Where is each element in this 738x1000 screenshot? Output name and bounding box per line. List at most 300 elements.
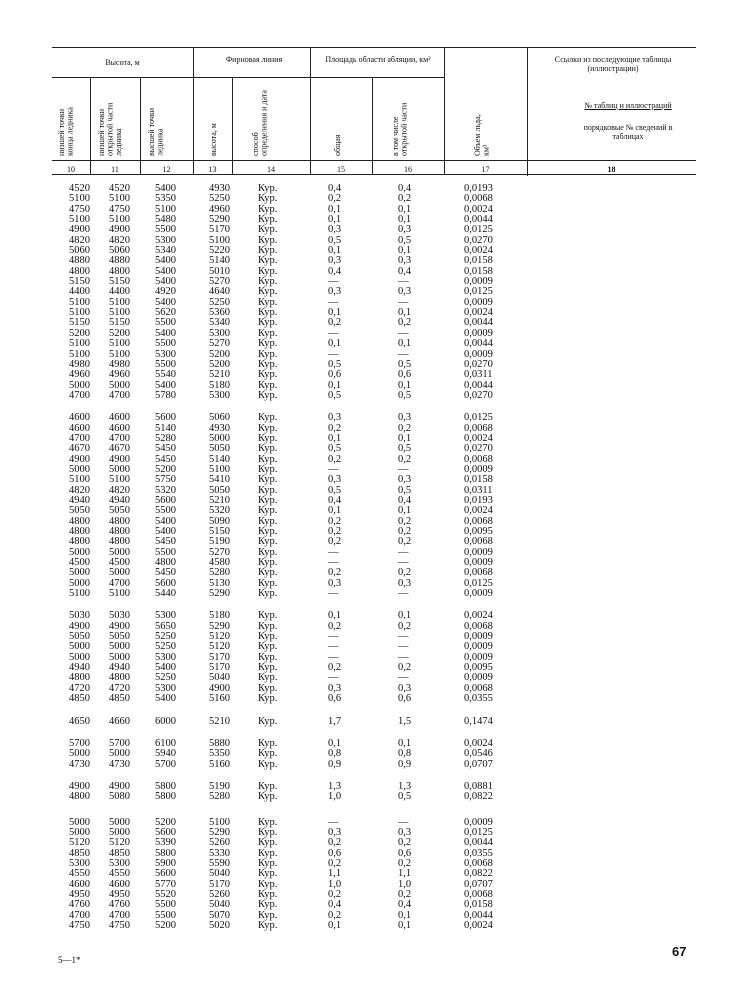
cell-area-total: 0,2 (328, 662, 342, 674)
cell-end-low: 5700 (69, 737, 90, 749)
cell-area-total: 1,7 (328, 715, 342, 727)
cell-ice-volume: 0,0158 (464, 899, 493, 911)
cell-ice-volume: 0,0009 (464, 463, 493, 475)
cell-end-low: 4960 (69, 369, 90, 381)
cell-method: Кур. (258, 588, 278, 600)
cell-open-low: 4700 (109, 577, 130, 589)
cell-ice-volume: 0,0355 (464, 693, 493, 705)
cell-high: 5540 (155, 369, 176, 381)
cell-end-low: 4500 (69, 557, 90, 569)
cell-end-low: 4900 (69, 453, 90, 465)
cell-open-low: 5300 (109, 857, 130, 869)
cell-open-low: 4720 (109, 682, 130, 694)
cell-area-total: 0,8 (328, 748, 342, 760)
cell-method: Кур. (258, 296, 278, 308)
col-divider (310, 47, 311, 174)
cell-open-low: 5060 (109, 245, 130, 257)
cell-end-low: 4900 (69, 224, 90, 236)
cell-high: 5450 (155, 536, 176, 548)
cell-area-total: 0,1 (328, 203, 342, 215)
cell-open-low: 5100 (109, 193, 130, 205)
cell-firn-height: 4640 (209, 286, 230, 298)
cell-method: Кур. (258, 546, 278, 558)
cell-firn-height: 4960 (209, 203, 230, 215)
cell-end-low: 4400 (69, 286, 90, 298)
cell-high: 5600 (155, 826, 176, 838)
cell-area-total: 0,2 (328, 857, 342, 869)
cell-firn-height: 5090 (209, 515, 230, 527)
cell-end-low: 5000 (69, 379, 90, 391)
cell-method: Кур. (258, 837, 278, 849)
cell-area-total: 0,5 (328, 443, 342, 455)
cell-ice-volume: 0,1474 (464, 715, 493, 727)
cell-open-low: 4900 (109, 453, 130, 465)
cell-ice-volume: 0,0024 (464, 920, 493, 931)
colnum: 11 (111, 165, 119, 174)
cell-ice-volume: 0,0881 (464, 780, 493, 792)
cell-area-open: 0,2 (398, 662, 412, 674)
cell-end-low: 4750 (69, 920, 90, 931)
cell-end-low: 5000 (69, 826, 90, 838)
cell-area-open: 0,3 (398, 474, 412, 486)
colnum: 12 (162, 165, 171, 174)
col-divider (140, 77, 141, 174)
cell-ice-volume: 0,0068 (464, 682, 493, 694)
cell-area-total: 0,6 (328, 847, 342, 859)
cell-high: 5400 (155, 327, 176, 339)
cell-firn-height: 5290 (209, 588, 230, 600)
cell-open-low: 4750 (109, 920, 130, 931)
cell-method: Кур. (258, 379, 278, 391)
cell-firn-height: 5340 (209, 317, 230, 329)
cell-method: Кур. (258, 641, 278, 653)
cell-open-low: 4940 (109, 662, 130, 674)
cell-area-open: — (398, 463, 409, 475)
cell-open-low: 4900 (109, 224, 130, 236)
cell-area-open: 0,5 (398, 443, 412, 455)
cell-area-total: — (328, 651, 339, 663)
colnum: 16 (404, 165, 412, 174)
cell-firn-height: 5300 (209, 389, 230, 401)
cell-open-low: 5100 (109, 214, 130, 226)
cell-method: Кур. (258, 920, 278, 931)
cell-area-open: 1,5 (398, 715, 412, 727)
cell-ice-volume: 0,0024 (464, 505, 493, 517)
cell-firn-height: 5180 (209, 379, 230, 391)
cell-ice-volume: 0,0009 (464, 276, 493, 288)
cell-area-open: 0,2 (398, 453, 412, 465)
cell-area-total: 1,0 (328, 791, 342, 803)
cell-high: 5780 (155, 389, 176, 401)
cell-firn-height: 5190 (209, 536, 230, 548)
cell-area-open: — (398, 327, 409, 339)
cell-end-low: 5100 (69, 214, 90, 226)
cell-ice-volume: 0,0044 (464, 338, 493, 350)
cell-firn-height: 5010 (209, 265, 230, 277)
cell-area-total: 0,2 (328, 888, 342, 900)
cell-firn-height: 5260 (209, 888, 230, 900)
cell-open-low: 4700 (109, 389, 130, 401)
col-divider (193, 47, 194, 174)
cell-area-total: 0,3 (328, 224, 342, 236)
cell-area-open: 0,3 (398, 826, 412, 838)
cell-ice-volume: 0,0193 (464, 494, 493, 506)
cell-high: 5250 (155, 641, 176, 653)
cell-method: Кур. (258, 577, 278, 589)
cell-open-low: 5000 (109, 826, 130, 838)
cell-firn-height: 5070 (209, 909, 230, 921)
cell-method: Кур. (258, 857, 278, 869)
cell-high: 6000 (155, 715, 176, 727)
cell-method: Кур. (258, 567, 278, 579)
cell-high: 5400 (155, 276, 176, 288)
cell-method: Кур. (258, 693, 278, 705)
cell-end-low: 4700 (69, 909, 90, 921)
table-bottom-divider (527, 174, 528, 176)
cell-area-open: 0,5 (398, 358, 412, 370)
cell-method: Кур. (258, 816, 278, 828)
cell-high: 5600 (155, 494, 176, 506)
cell-ice-volume: 0,0707 (464, 878, 493, 890)
cell-open-low: 4700 (109, 432, 130, 444)
cell-firn-height: 5040 (209, 868, 230, 880)
cell-method: Кур. (258, 620, 278, 632)
cell-area-open: 0,2 (398, 857, 412, 869)
cell-high: 5500 (155, 909, 176, 921)
cell-high: 5400 (155, 515, 176, 527)
cell-method: Кур. (258, 286, 278, 298)
cell-end-low: 5300 (69, 857, 90, 869)
cell-high: 5100 (155, 203, 176, 215)
cell-end-low: 4800 (69, 791, 90, 803)
cell-area-total: 0,5 (328, 358, 342, 370)
cell-high: 5300 (155, 651, 176, 663)
cell-end-low: 5060 (69, 245, 90, 257)
cell-method: Кур. (258, 780, 278, 792)
cell-ice-volume: 0,0270 (464, 234, 493, 246)
row-group (0, 717, 738, 727)
cell-end-low: 5100 (69, 338, 90, 350)
cell-ice-volume: 0,0095 (464, 526, 493, 537)
cell-open-low: 4880 (109, 255, 130, 267)
row-group (0, 739, 738, 770)
cell-firn-height: 5100 (209, 816, 230, 828)
cell-end-low: 5050 (69, 505, 90, 517)
cell-area-open: 0,5 (398, 389, 412, 401)
cell-firn-height: 5120 (209, 641, 230, 653)
cell-end-low: 4550 (69, 868, 90, 880)
cell-high: 5770 (155, 878, 176, 890)
cell-end-low: 5000 (69, 816, 90, 828)
cell-end-low: 4750 (69, 203, 90, 215)
cell-area-total: 0,1 (328, 737, 342, 749)
cell-firn-height: 4900 (209, 682, 230, 694)
cell-area-open: 0,5 (398, 484, 412, 496)
cell-open-low: 4660 (109, 715, 130, 727)
cell-open-low: 4400 (109, 286, 130, 298)
cell-ice-volume: 0,0068 (464, 515, 493, 527)
cell-method: Кур. (258, 224, 278, 236)
cell-open-low: 5030 (109, 610, 130, 622)
cell-area-total: 0,6 (328, 369, 342, 381)
cell-firn-height: 5270 (209, 546, 230, 558)
cell-firn-height: 5170 (209, 878, 230, 890)
cell-ice-volume: 0,0270 (464, 443, 493, 455)
cell-method: Кур. (258, 453, 278, 465)
cell-ice-volume: 0,0024 (464, 737, 493, 749)
cell-firn-height: 5050 (209, 484, 230, 496)
cell-open-low: 4980 (109, 358, 130, 370)
cell-high: 5300 (155, 234, 176, 246)
cell-end-low: 4950 (69, 888, 90, 900)
cell-method: Кур. (258, 432, 278, 444)
cell-area-total: 0,2 (328, 909, 342, 921)
cell-ice-volume: 0,0024 (464, 307, 493, 319)
cell-area-open: 0,4 (398, 494, 412, 506)
cell-ice-volume: 0,0095 (464, 662, 493, 674)
header-col12: высшей точки ледника (147, 107, 165, 156)
cell-method: Кур. (258, 183, 278, 194)
header-col17: Объем льда, км³ (473, 114, 491, 156)
cell-ice-volume: 0,0024 (464, 432, 493, 444)
cell-high: 5200 (155, 463, 176, 475)
table-row (0, 749, 738, 759)
cell-area-open: 0,1 (398, 245, 412, 257)
cell-area-open: 0,5 (398, 234, 412, 246)
cell-method: Кур. (258, 557, 278, 569)
cell-method: Кур. (258, 307, 278, 319)
cell-firn-height: 5350 (209, 748, 230, 760)
table-row (0, 760, 738, 770)
cell-method: Кур. (258, 651, 278, 663)
cell-firn-height: 5160 (209, 758, 230, 770)
cell-open-low: 4800 (109, 265, 130, 277)
cell-area-total: 0,9 (328, 758, 342, 770)
cell-open-low: 5200 (109, 327, 130, 339)
cell-open-low: 4520 (109, 183, 130, 194)
cell-area-total: 0,2 (328, 193, 342, 205)
cell-area-open: 0,4 (398, 183, 412, 194)
cell-firn-height: 4580 (209, 557, 230, 569)
header-firn-group: Фирновая линия (225, 55, 283, 64)
cell-area-open: 0,2 (398, 422, 412, 434)
cell-end-low: 5030 (69, 610, 90, 622)
cell-firn-height: 5210 (209, 369, 230, 381)
cell-area-open: 0,3 (398, 682, 412, 694)
cell-high: 5800 (155, 791, 176, 803)
cell-method: Кур. (258, 715, 278, 727)
cell-ice-volume: 0,0158 (464, 255, 493, 267)
cell-area-total: 0,2 (328, 317, 342, 329)
cell-area-total: 0,4 (328, 183, 342, 194)
cell-area-total: 1,3 (328, 780, 342, 792)
cell-area-total: — (328, 672, 339, 684)
cell-area-open: 0,3 (398, 286, 412, 298)
cell-area-open: 0,3 (398, 577, 412, 589)
cell-method: Кур. (258, 255, 278, 267)
cell-high: 5300 (155, 348, 176, 360)
cell-method: Кур. (258, 515, 278, 527)
cell-ice-volume: 0,0068 (464, 620, 493, 632)
cell-ice-volume: 0,0707 (464, 758, 493, 770)
colnum: 14 (267, 165, 275, 174)
cell-ice-volume: 0,0044 (464, 909, 493, 921)
cell-area-open: 0,1 (398, 432, 412, 444)
cell-high: 5900 (155, 857, 176, 869)
cell-high: 5600 (155, 577, 176, 589)
cell-end-low: 4520 (69, 183, 90, 194)
cell-open-low: 5100 (109, 307, 130, 319)
cell-ice-volume: 0,0044 (464, 379, 493, 391)
cell-high: 5450 (155, 443, 176, 455)
cell-area-total: 0,1 (328, 505, 342, 517)
cell-high: 5500 (155, 358, 176, 370)
cell-firn-height: 5320 (209, 505, 230, 517)
cell-area-total: 0,3 (328, 577, 342, 589)
header-area-group: Площадь области абляции, км² (325, 55, 431, 64)
cell-open-low: 5700 (109, 737, 130, 749)
cell-area-total: 0,4 (328, 899, 342, 911)
colnum: 10 (67, 165, 75, 174)
cell-ice-volume: 0,0355 (464, 847, 493, 859)
cell-high: 5800 (155, 780, 176, 792)
cell-area-total: 0,2 (328, 526, 342, 537)
cell-end-low: 5000 (69, 641, 90, 653)
cell-open-low: 4730 (109, 758, 130, 770)
row-group (0, 413, 738, 599)
cell-firn-height: 5290 (209, 214, 230, 226)
cell-ice-volume: 0,0009 (464, 588, 493, 600)
cell-end-low: 4760 (69, 899, 90, 911)
cell-method: Кур. (258, 494, 278, 506)
cell-open-low: 4500 (109, 557, 130, 569)
cell-end-low: 4720 (69, 682, 90, 694)
cell-ice-volume: 0,0009 (464, 348, 493, 360)
cell-area-total: 0,1 (328, 307, 342, 319)
cell-area-total: 0,1 (328, 610, 342, 622)
cell-open-low: 5100 (109, 474, 130, 486)
cell-open-low: 4800 (109, 672, 130, 684)
header-mid-rule (52, 77, 444, 78)
cell-end-low: 5120 (69, 837, 90, 849)
cell-method: Кур. (258, 463, 278, 475)
cell-method: Кур. (258, 899, 278, 911)
cell-firn-height: 5300 (209, 327, 230, 339)
cell-area-total: 0,2 (328, 453, 342, 465)
cell-ice-volume: 0,0270 (464, 358, 493, 370)
cell-end-low: 4600 (69, 878, 90, 890)
cell-open-low: 4600 (109, 412, 130, 424)
cell-firn-height: 5200 (209, 358, 230, 370)
cell-end-low: 5100 (69, 296, 90, 308)
cell-method: Кур. (258, 682, 278, 694)
cell-ice-volume: 0,0270 (464, 389, 493, 401)
cell-area-open: 0,6 (398, 369, 412, 381)
cell-method: Кур. (258, 412, 278, 424)
cell-high: 5400 (155, 693, 176, 705)
cell-area-total: 0,1 (328, 214, 342, 226)
cell-method: Кур. (258, 631, 278, 643)
cell-open-low: 5000 (109, 567, 130, 579)
cell-end-low: 4940 (69, 494, 90, 506)
cell-area-open: 0,2 (398, 526, 412, 537)
cell-ice-volume: 0,0009 (464, 327, 493, 339)
cell-open-low: 4750 (109, 203, 130, 215)
cell-method: Кур. (258, 672, 278, 684)
header-col10: низшей точки конца ледника (57, 107, 75, 156)
cell-firn-height: 5170 (209, 651, 230, 663)
cell-area-open: 0,3 (398, 224, 412, 236)
cell-ice-volume: 0,0311 (464, 484, 493, 496)
header-bottom-rule (52, 160, 696, 161)
cell-area-open: 0,1 (398, 909, 412, 921)
cell-method: Кур. (258, 748, 278, 760)
cell-method: Кур. (258, 791, 278, 803)
cell-area-total: 0,2 (328, 837, 342, 849)
colnum: 17 (481, 165, 490, 174)
cell-area-open: — (398, 546, 409, 558)
cell-area-total: — (328, 327, 339, 339)
cell-firn-height: 5100 (209, 463, 230, 475)
cell-area-open: 0,1 (398, 505, 412, 517)
cell-firn-height: 5100 (209, 234, 230, 246)
page-number: 67 (672, 944, 687, 959)
colnum: 13 (208, 165, 217, 174)
cell-high: 5500 (155, 338, 176, 350)
cell-high: 5480 (155, 214, 176, 226)
cell-high: 5140 (155, 422, 176, 434)
table-row (0, 391, 738, 401)
cell-high: 5600 (155, 868, 176, 880)
cell-open-low: 4700 (109, 909, 130, 921)
cell-high: 5350 (155, 193, 176, 205)
cell-area-total: 0,6 (328, 693, 342, 705)
cell-high: 5450 (155, 567, 176, 579)
cell-area-open: 0,1 (398, 610, 412, 622)
cell-end-low: 4900 (69, 620, 90, 632)
cell-area-open: 0,6 (398, 847, 412, 859)
cell-ice-volume: 0,0068 (464, 453, 493, 465)
cell-high: 5750 (155, 474, 176, 486)
cell-area-open: — (398, 557, 409, 569)
header-col16: в том числе открытой части (391, 102, 409, 156)
cell-high: 4920 (155, 286, 176, 298)
col-divider (444, 47, 445, 174)
cell-area-open: 0,2 (398, 620, 412, 632)
cell-area-open: — (398, 816, 409, 828)
table-body (0, 184, 738, 931)
cell-method: Кур. (258, 847, 278, 859)
cell-firn-height: 4930 (209, 183, 230, 194)
row-group (0, 818, 738, 932)
col-divider (527, 47, 528, 174)
cell-firn-height: 5130 (209, 577, 230, 589)
cell-ice-volume: 0,0024 (464, 245, 493, 257)
cell-area-total: 0,3 (328, 474, 342, 486)
table-row (0, 413, 738, 423)
cell-area-total: 0,5 (328, 389, 342, 401)
cell-open-low: 5000 (109, 748, 130, 760)
cell-high: 5320 (155, 484, 176, 496)
cell-open-low: 5100 (109, 338, 130, 350)
cell-area-open: 1,0 (398, 878, 412, 890)
cell-high: 5700 (155, 758, 176, 770)
cell-open-low: 5100 (109, 588, 130, 600)
cell-method: Кур. (258, 484, 278, 496)
cell-ice-volume: 0,0068 (464, 536, 493, 548)
cell-method: Кур. (258, 276, 278, 288)
cell-method: Кур. (258, 234, 278, 246)
